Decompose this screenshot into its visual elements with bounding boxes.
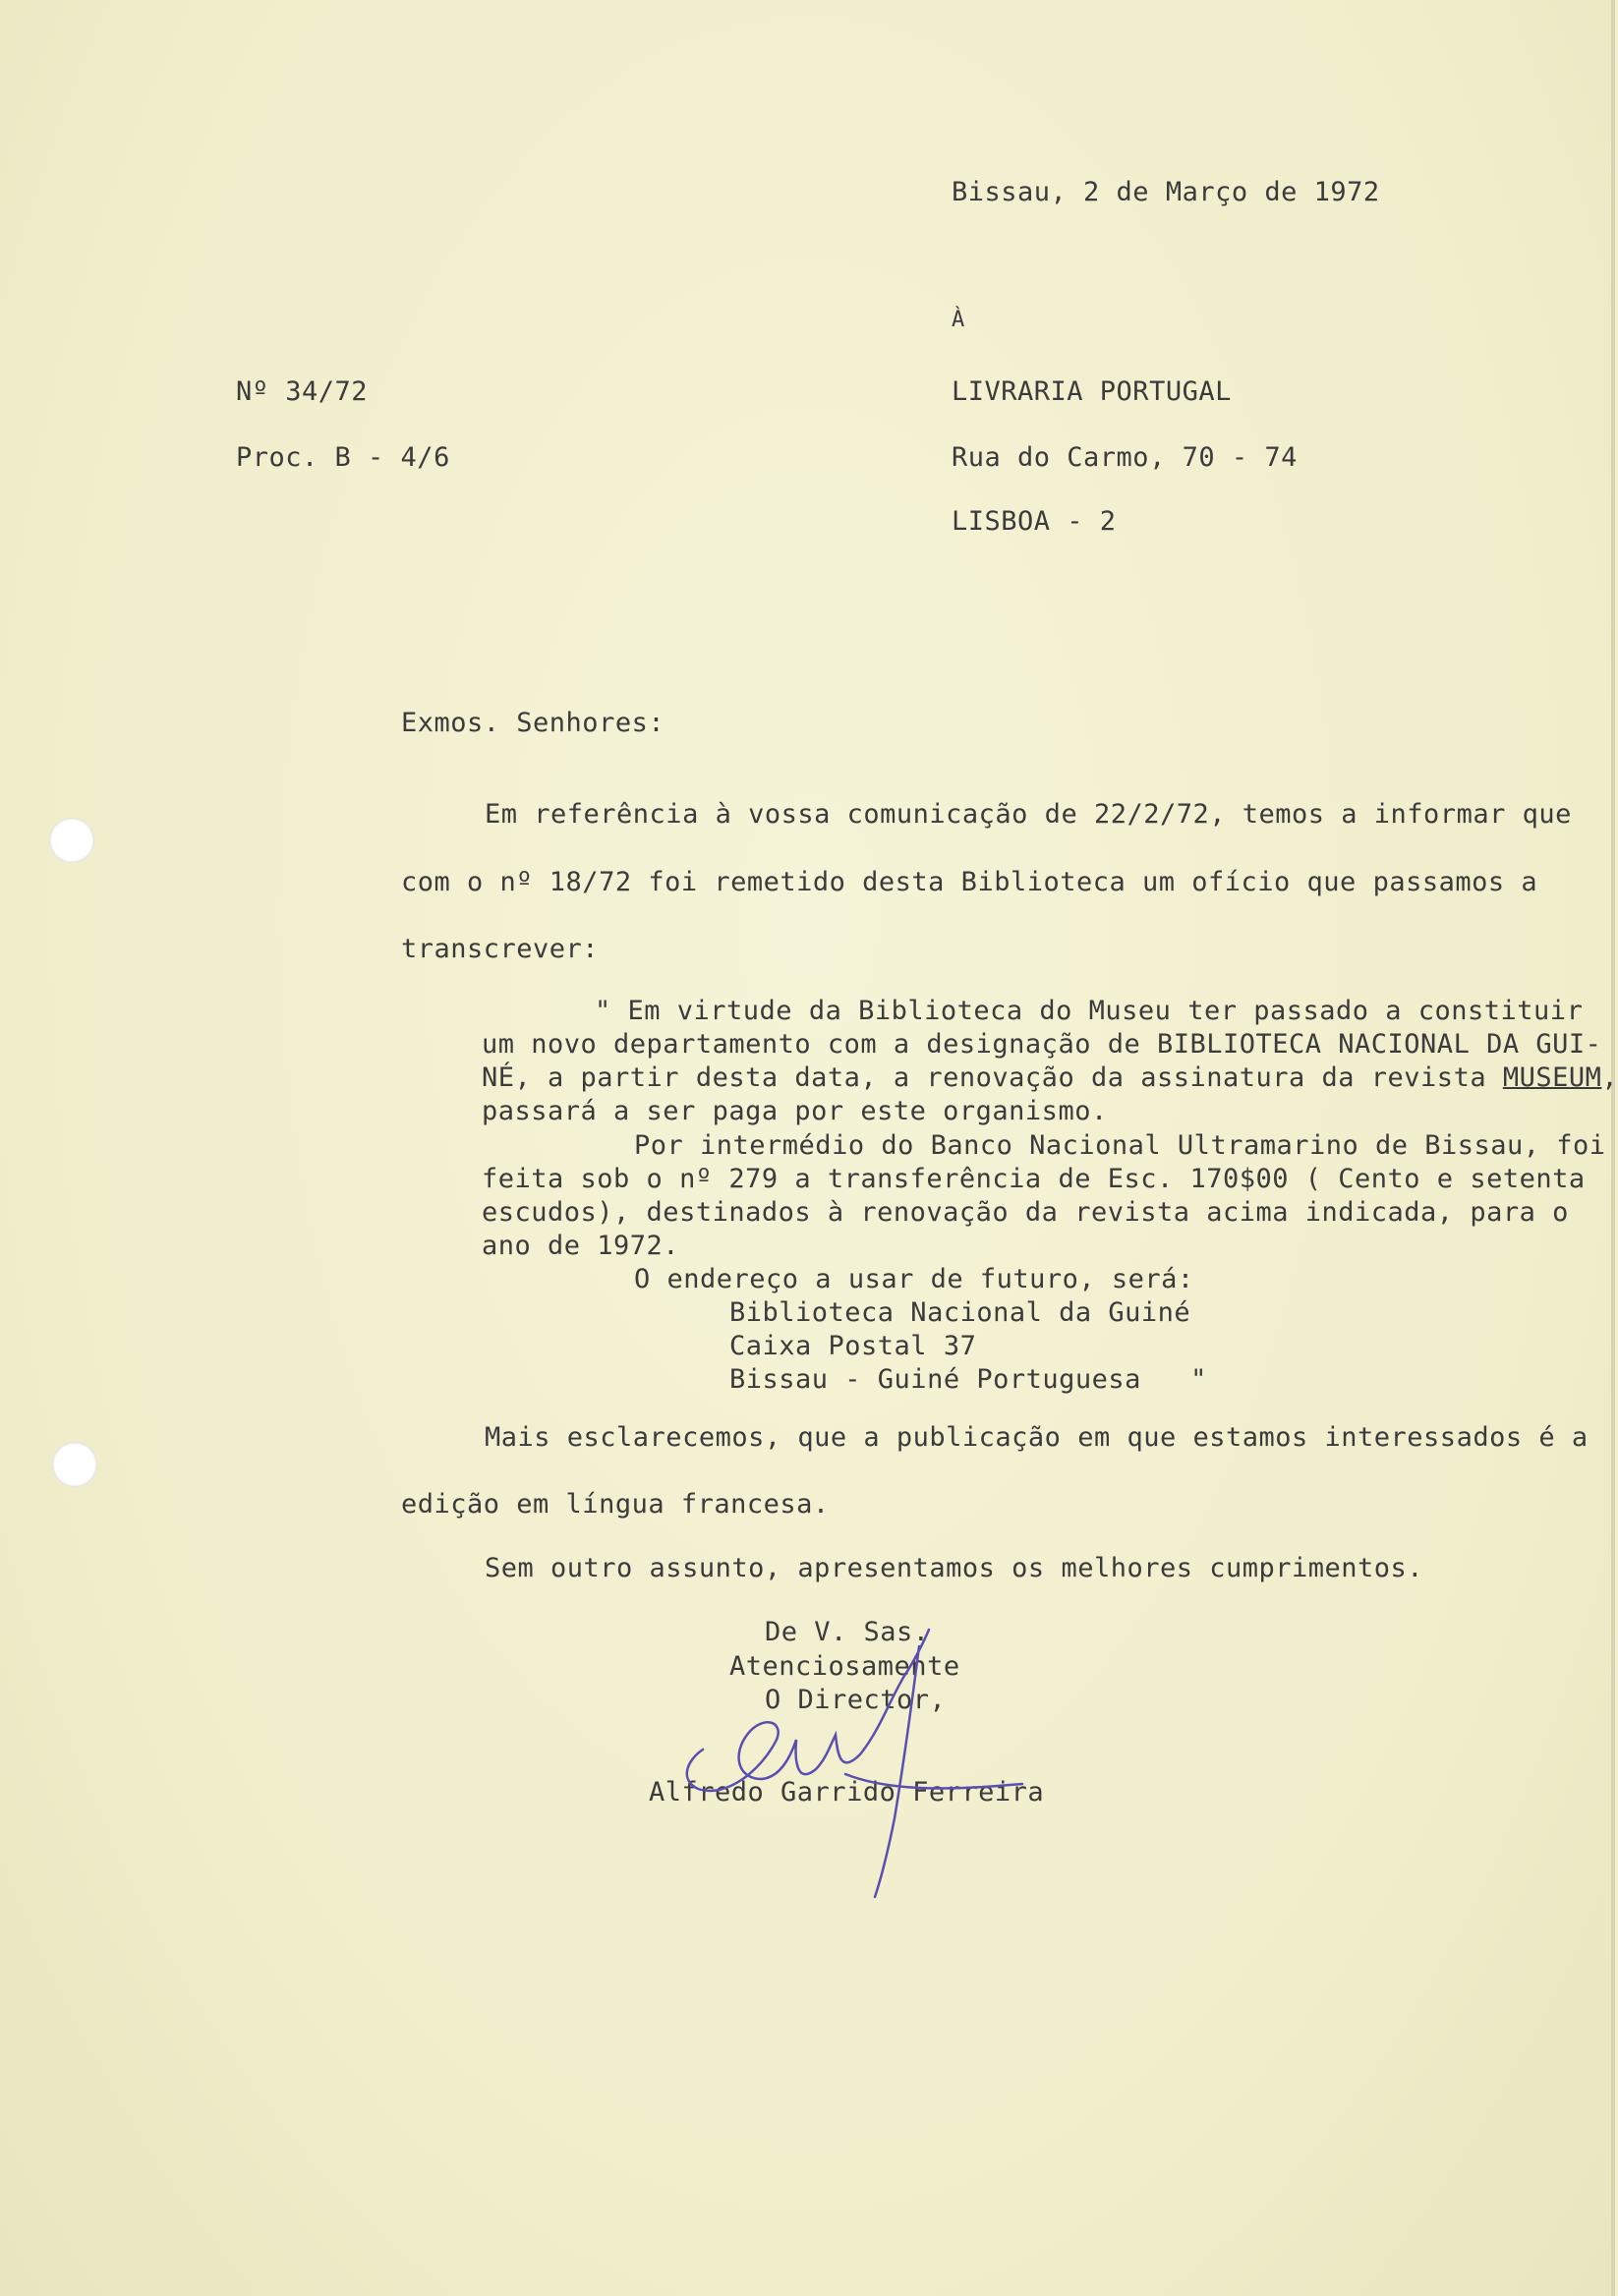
address-accent: À <box>952 308 965 332</box>
address-line: Bissau - Guiné Portuguesa " <box>729 1364 1207 1395</box>
quote-line: Por intermédio do Banco Nacional Ultramarino de Bissau, foi <box>634 1130 1606 1161</box>
address-line: Biblioteca Nacional da Guiné <box>729 1297 1191 1328</box>
quote-line: um novo departamento com a designação de BIBLIOTECA NACIONAL DA GUI- <box>482 1029 1602 1060</box>
signature-stroke <box>687 1630 1022 1897</box>
quote-line: feita sob o nº 279 a transferência de Esc. 170$00 ( Cento e setenta <box>482 1164 1586 1194</box>
recipient-street: Rua do Carmo, 70 - 74 <box>952 442 1298 473</box>
punch-hole-top <box>49 818 94 863</box>
quote-line-with-title <box>482 1062 1618 1093</box>
address-line: Caixa Postal 37 <box>729 1331 977 1361</box>
punch-hole-bottom <box>52 1442 97 1487</box>
closing-line: edição em língua francesa. <box>401 1489 830 1520</box>
quote-line: escudos), destinados à renovação da revista acima indicada, para o <box>482 1197 1569 1228</box>
recipient-city: LISBOA - 2 <box>952 506 1117 537</box>
sign-off-line: Atenciosamente <box>729 1651 960 1682</box>
quote-line: ano de 1972. <box>482 1231 680 1261</box>
page-edge <box>1611 0 1615 2296</box>
intro-line: Em referência à vossa comunicação de 22/2/72, temos a informar que <box>485 799 1572 830</box>
intro-line: transcrever: <box>401 934 600 964</box>
signatory-name: Alfredo Garrido Ferreira <box>649 1777 1045 1808</box>
reference-number: Nº 34/72 <box>236 376 369 407</box>
closing-line: Mais esclarecemos, que a publicação em que estamos interessados é a <box>485 1422 1589 1453</box>
quote-punctuation: , <box>1601 1062 1618 1093</box>
magazine-title: MUSEUM <box>1502 1062 1602 1093</box>
quote-line: O endereço a usar de futuro, será: <box>634 1264 1194 1294</box>
quote-line: " Em virtude da Biblioteca do Museu ter passado a constituir <box>595 996 1584 1026</box>
letter-date: Bissau, 2 de Março de 1972 <box>952 177 1380 207</box>
process-reference: Proc. B - 4/6 <box>236 442 450 473</box>
handwritten-signature <box>668 1622 1081 1897</box>
sign-off-line: De V. Sas. <box>765 1617 930 1647</box>
salutation: Exmos. Senhores: <box>401 708 665 738</box>
closing-line: Sem outro assunto, apresentamos os melhores cumprimentos. <box>485 1553 1424 1583</box>
quote-text: NÉ, a partir desta data, a renovação da assinatura da revista <box>482 1062 1503 1093</box>
quote-line: passará a ser paga por este organismo. <box>482 1096 1108 1126</box>
recipient-name: LIVRARIA PORTUGAL <box>952 376 1232 407</box>
sign-off-line: O Director, <box>765 1685 947 1715</box>
intro-line: com o nº 18/72 foi remetido desta Biblioteca um ofício que passamos a <box>401 867 1538 897</box>
